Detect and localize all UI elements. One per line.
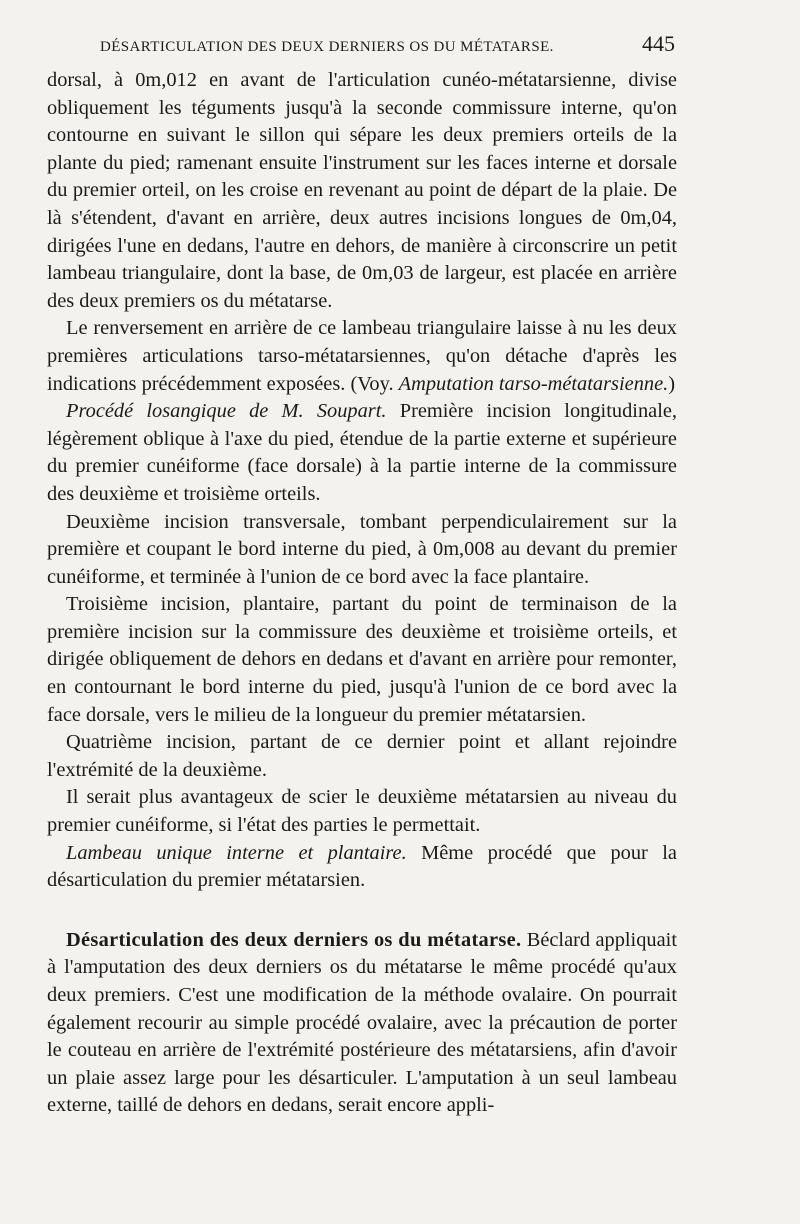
section-spacer xyxy=(47,895,677,927)
paragraph-scier: Il serait plus avantageux de scier le deuxième métatarsien au niveau du premier cunéiforme, si l'état des parties le permettait. xyxy=(47,786,677,837)
paragraph-quatrieme-incision: Quatrième incision, partant de ce dernier point et allant rejoindre l'extrémité de la deuxième. xyxy=(47,731,677,781)
cross-reference: Amputation tarso-métatarsienne. xyxy=(398,372,669,395)
section-heading: Désarticulation des deux derniers os du métatarse. xyxy=(66,928,522,951)
page-body xyxy=(47,67,677,1120)
procedure-title: Lambeau unique interne et plantaire. xyxy=(66,841,407,864)
paragraph-text: Première incision longitudinale, légèrement oblique à l'axe du pied, étendue de la partie externe et supérieure du premier cunéiforme (face dorsale) à la partie interne de la commissure des deuxième et troisième orteils. xyxy=(47,400,678,505)
paragraph-procede-soupart xyxy=(47,398,677,508)
section-text: Béclard appliquait à l'amputation des deux derniers os du métatarse le même procédé qu'aux deux premiers. C'est une modification de la méthode ovalaire. On pourrait également recourir au simple procédé ovalaire, avec la précaution de porter le couteau en arrière de l'extrémité postérieure des métatarsiens, afin d'avoir un plaie assez large pour les désarticuler. L'amputation à un seul lambeau externe, taillé de dehors en dedans, serait encore appli- xyxy=(47,928,677,1117)
paragraph-lambeau-renversement xyxy=(47,315,677,398)
paragraph-end: ) xyxy=(668,372,676,395)
running-head: DÉSARTICULATION DES DEUX DERNIERS OS DU MÉTATARSE. xyxy=(100,39,554,55)
paragraph-troisieme-incision: Troisième incision, plantaire, partant du point de terminaison de la première incision sur la commissure des deuxième et troisième orteils, et dirigée obliquement de dehors en dedans et d'avant en arrière pour remonter, en contournant le bord interne du pied, jusqu'à l'union de ce bord avec la face dorsale, vers le milieu de la longueur du premier métatarsien. xyxy=(47,593,677,726)
paragraph-deuxieme-incision: Deuxième incision transversale, tombant perpendiculairement sur la première et coupant le bord interne du pied, à 0m,008 au devant du premier cunéiforme, et terminée à l'union de ce bord avec la face plantaire. xyxy=(47,510,677,588)
page-number: 445 xyxy=(642,31,675,56)
paragraph-lambeau-unique xyxy=(47,840,677,895)
paragraph-continuation: dorsal, à 0m,012 en avant de l'articulation cunéo-métatarsienne, divise obliquement les téguments jusqu'à la seconde commissure interne, qu'on contourne en suivant le sillon qui sépare les deux premiers orteils de la plante du pied; ramenant ensuite l'instrument sur les faces interne et dorsale du premier orteil, on les croise en revenant au point de départ de la plaie. De là s'étendent, d'avant en arrière, deux autres incisions longues de 0m,04, dirigées l'une en dedans, l'autre en dehors, de manière à circonscrire un petit lambeau triangulaire, dont la base, de 0m,03 de largeur, est placée en arrière des deux premiers os du métatarse. xyxy=(47,69,677,312)
section-paragraph xyxy=(47,927,677,1120)
paragraph-text: Le renversement en arrière de ce lambeau triangulaire laisse à nu les deux premières articulations tarso-métatarsiennes, qu'on détache d'après les indications précédemment exposées. (Voy. xyxy=(47,317,677,395)
page-header xyxy=(100,31,675,57)
procedure-title: Procédé losangique de M. Soupart. xyxy=(66,400,387,423)
paragraph-text: Même procédé que pour la désarticulation du premier métatarsien. xyxy=(47,841,677,892)
